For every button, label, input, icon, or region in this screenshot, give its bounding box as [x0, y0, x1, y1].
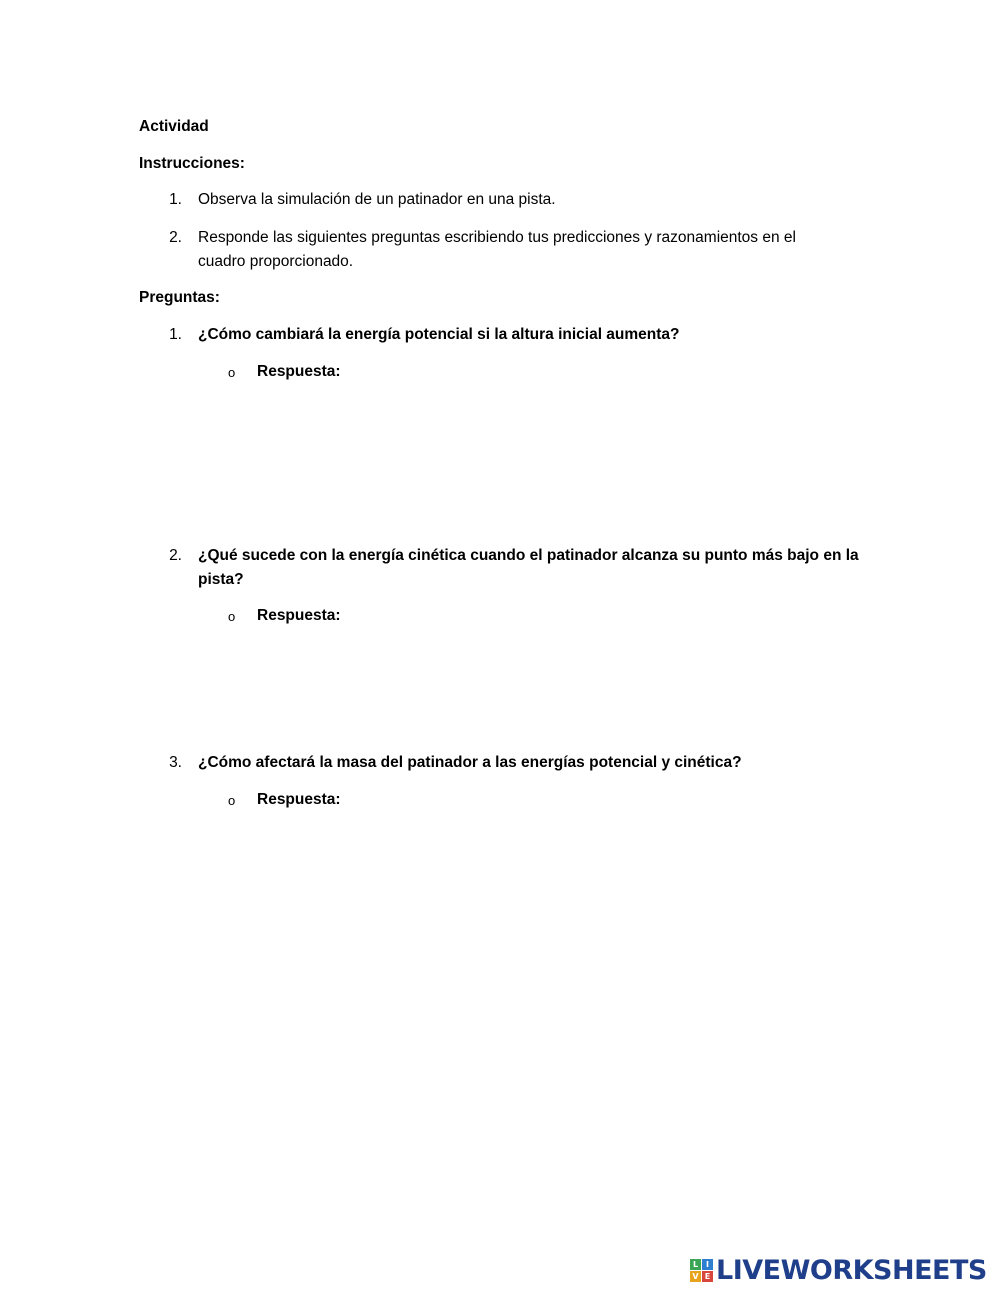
logo-mark-cell: I	[702, 1259, 713, 1270]
logo-mark-icon	[690, 1259, 713, 1282]
answer-field[interactable]	[257, 818, 857, 958]
logo-text: LIVEWORKSHEETS	[716, 1254, 987, 1286]
question-text: ¿Qué sucede con la energía cinética cuando el patinador alcanza su punto más bajo en la pista?	[198, 547, 859, 588]
instructions-heading: Instrucciones:	[139, 155, 245, 172]
instruction-text: Responde las siguientes preguntas escribiendo tus predicciones y razonamientos en el cuadro proporcionado.	[198, 229, 796, 270]
liveworksheets-logo	[690, 1255, 987, 1285]
question-text: ¿Cómo cambiará la energía potencial si la altura inicial aumenta?	[198, 326, 680, 343]
question-number: 1.	[169, 326, 182, 343]
answer-bullet: o	[228, 609, 236, 624]
question-text: ¿Cómo afectará la masa del patinador a las energías potencial y cinética?	[198, 754, 742, 771]
logo-mark-cell: V	[690, 1271, 701, 1282]
logo-mark-cell: L	[690, 1259, 701, 1270]
instruction-text: Observa la simulación de un patinador en una pista.	[198, 191, 556, 208]
answer-bullet: o	[228, 793, 236, 808]
answer-label: Respuesta:	[257, 363, 341, 380]
answer-label: Respuesta:	[257, 607, 341, 624]
instruction-number: 1.	[169, 191, 182, 208]
answer-field[interactable]	[257, 634, 857, 739]
logo-mark-cell: E	[702, 1271, 713, 1282]
answer-label: Respuesta:	[257, 791, 341, 808]
answer-field[interactable]	[257, 390, 857, 530]
question-number: 2.	[169, 547, 182, 564]
question-number: 3.	[169, 754, 182, 771]
instruction-number: 2.	[169, 229, 182, 246]
questions-heading: Preguntas:	[139, 289, 220, 306]
answer-bullet: o	[228, 365, 236, 380]
page-title: Actividad	[139, 118, 209, 135]
